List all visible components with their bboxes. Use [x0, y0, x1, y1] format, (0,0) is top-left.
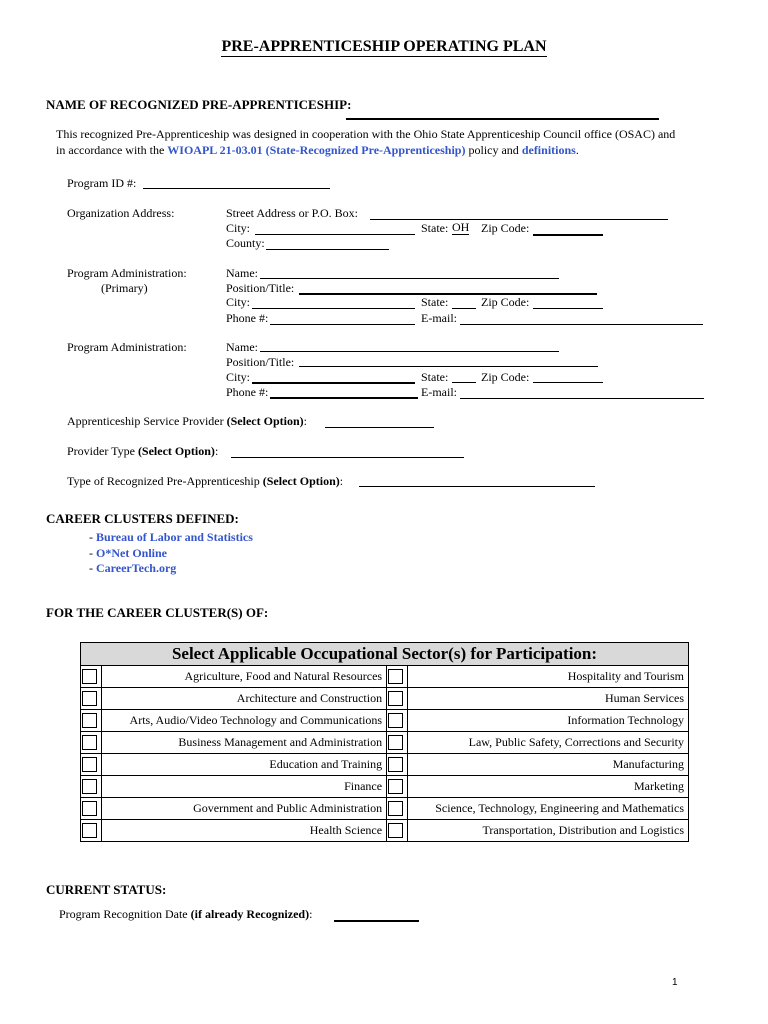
admin-primary-sublabel: (Primary) — [101, 281, 148, 295]
bls-link[interactable]: Bureau of Labor and Statistics — [96, 530, 253, 544]
table-row — [81, 688, 689, 710]
table-row — [81, 820, 689, 842]
org-zip-label: Zip Code: — [481, 221, 530, 235]
table-row — [81, 666, 689, 688]
recognition-date-row: Program Recognition Date (if already Recognized): — [59, 907, 313, 921]
sector-checkbox[interactable] — [388, 757, 403, 772]
sector-checkbox[interactable] — [388, 735, 403, 750]
admin2-position-field[interactable] — [299, 354, 598, 367]
sector-checkbox[interactable] — [388, 801, 403, 816]
sector-checkbox[interactable] — [388, 713, 403, 728]
sectors-header: Select Applicable Occupational Sector(s) for Participation: — [81, 643, 689, 666]
sector-checkbox[interactable] — [82, 801, 97, 816]
sector-checkbox[interactable] — [82, 779, 97, 794]
page-number: 1 — [672, 977, 678, 988]
admin1-state-label: State: — [421, 295, 449, 309]
sector-label: Arts, Audio/Video Technology and Communications — [102, 710, 387, 732]
program-id-label: Program ID #: — [67, 176, 137, 190]
admin2-city-field[interactable] — [252, 370, 415, 384]
service-provider-row: Apprenticeship Service Provider (Select Option): — [67, 414, 307, 428]
admin1-city-field[interactable] — [252, 296, 415, 309]
admin1-position-field[interactable] — [299, 281, 597, 295]
admin1-phone-field[interactable] — [270, 312, 415, 325]
sector-label: Business Management and Administration — [102, 732, 387, 754]
sector-label: Architecture and Construction — [102, 688, 387, 710]
sector-checkbox[interactable] — [82, 669, 97, 684]
definitions-link[interactable]: definitions — [521, 143, 576, 157]
admin2-phone-field[interactable] — [270, 385, 418, 399]
org-city-label: City: — [226, 221, 251, 235]
career-clusters-heading: CAREER CLUSTERS DEFINED: — [46, 511, 239, 526]
recognition-date-field[interactable] — [334, 908, 419, 922]
sector-checkbox[interactable] — [388, 779, 403, 794]
sector-label: Health Science — [102, 820, 387, 842]
sector-label: Science, Technology, Engineering and Mathematics — [408, 798, 689, 820]
admin1-phone-label: Phone #: — [226, 311, 269, 325]
career-clusters-links: - Bureau of Labor and Statistics - O*Net Online - CareerTech.org — [89, 530, 253, 575]
intro-paragraph: This recognized Pre-Apprenticeship was designed in cooperation with the Ohio State Apprenticeship Council office (OSAC) and in accordance with the WIOAPL 21-03.01 (State-Recognized Pre-Apprenticeship) policy and definitions. — [56, 127, 676, 157]
org-address-label: Organization Address: — [67, 206, 175, 220]
org-state-label: State: — [421, 221, 449, 235]
admin1-email-label: E-mail: — [421, 311, 457, 325]
sector-label: Education and Training — [102, 754, 387, 776]
service-provider-select[interactable] — [325, 415, 434, 428]
admin2-email-label: E-mail: — [421, 385, 457, 399]
sector-checkbox[interactable] — [82, 757, 97, 772]
admin1-city-label: City: — [226, 295, 251, 309]
sector-label: Transportation, Distribution and Logistics — [408, 820, 689, 842]
admin1-state-field[interactable] — [452, 296, 476, 309]
sector-checkbox[interactable] — [388, 691, 403, 706]
policy-link[interactable]: WIOAPL 21-03.01 (State-Recognized Pre-Apprenticeship) — [167, 143, 466, 157]
sectors-table — [80, 642, 689, 842]
sector-checkbox[interactable] — [388, 823, 403, 838]
org-zip-field[interactable] — [533, 222, 603, 236]
name-label: NAME OF RECOGNIZED PRE-APPRENTICESHIP: — [46, 97, 352, 112]
program-id-field[interactable] — [143, 176, 330, 189]
current-status-heading: CURRENT STATUS: — [46, 882, 167, 897]
admin2-state-field[interactable] — [452, 370, 476, 383]
admin2-phone-label: Phone #: — [226, 385, 269, 399]
admin-primary-label: Program Administration: — [67, 266, 187, 280]
table-row — [81, 732, 689, 754]
sector-checkbox[interactable] — [82, 691, 97, 706]
admin1-position-label: Position/Title: — [226, 281, 295, 295]
admin2-name-field[interactable] — [260, 339, 559, 352]
county-label: County: — [226, 236, 265, 250]
table-row — [81, 776, 689, 798]
admin-secondary-label: Program Administration: — [67, 340, 187, 354]
sector-checkbox[interactable] — [388, 669, 403, 684]
onet-link[interactable]: O*Net Online — [96, 545, 167, 560]
street-field[interactable] — [370, 207, 668, 220]
careertech-link[interactable]: CareerTech.org — [96, 561, 177, 575]
sector-checkbox[interactable] — [82, 735, 97, 750]
sector-checkbox[interactable] — [82, 713, 97, 728]
for-cluster-heading: FOR THE CAREER CLUSTER(S) OF: — [46, 605, 269, 620]
admin2-name-label: Name: — [226, 340, 258, 354]
sector-checkbox[interactable] — [82, 823, 97, 838]
name-field[interactable] — [346, 106, 659, 120]
sector-label: Finance — [102, 776, 387, 798]
pre-app-type-row: Type of Recognized Pre-Apprenticeship (Select Option): — [67, 474, 344, 488]
org-city-field[interactable] — [255, 222, 415, 235]
admin2-city-label: City: — [226, 370, 251, 384]
table-row — [81, 754, 689, 776]
page-title: PRE-APPRENTICESHIP OPERATING PLAN — [221, 38, 547, 55]
admin2-zip-field[interactable] — [533, 370, 603, 383]
admin2-zip-label: Zip Code: — [481, 370, 530, 384]
table-row — [81, 798, 689, 820]
sector-label: Information Technology — [408, 710, 689, 732]
admin2-position-label: Position/Title: — [226, 355, 295, 369]
pre-app-type-select[interactable] — [359, 474, 595, 487]
org-state-value[interactable]: OH — [452, 220, 470, 234]
sector-label: Human Services — [408, 688, 689, 710]
provider-type-select[interactable] — [231, 445, 464, 458]
sector-label: Hospitality and Tourism — [408, 666, 689, 688]
sector-label: Manufacturing — [408, 754, 689, 776]
admin1-zip-field[interactable] — [533, 296, 603, 309]
sector-label: Government and Public Administration — [102, 798, 387, 820]
admin1-zip-label: Zip Code: — [481, 295, 530, 309]
street-label: Street Address or P.O. Box: — [226, 206, 358, 220]
sector-label: Law, Public Safety, Corrections and Security — [408, 732, 689, 754]
sector-label: Marketing — [408, 776, 689, 798]
table-row — [81, 710, 689, 732]
provider-type-row: Provider Type (Select Option): — [67, 444, 219, 458]
county-field[interactable] — [266, 237, 389, 250]
admin1-name-label: Name: — [226, 266, 258, 280]
admin2-email-field[interactable] — [460, 386, 704, 399]
sector-label: Agriculture, Food and Natural Resources — [102, 666, 387, 688]
admin2-state-label: State: — [421, 370, 449, 384]
admin1-email-field[interactable] — [460, 312, 703, 325]
admin1-name-field[interactable] — [260, 266, 559, 279]
